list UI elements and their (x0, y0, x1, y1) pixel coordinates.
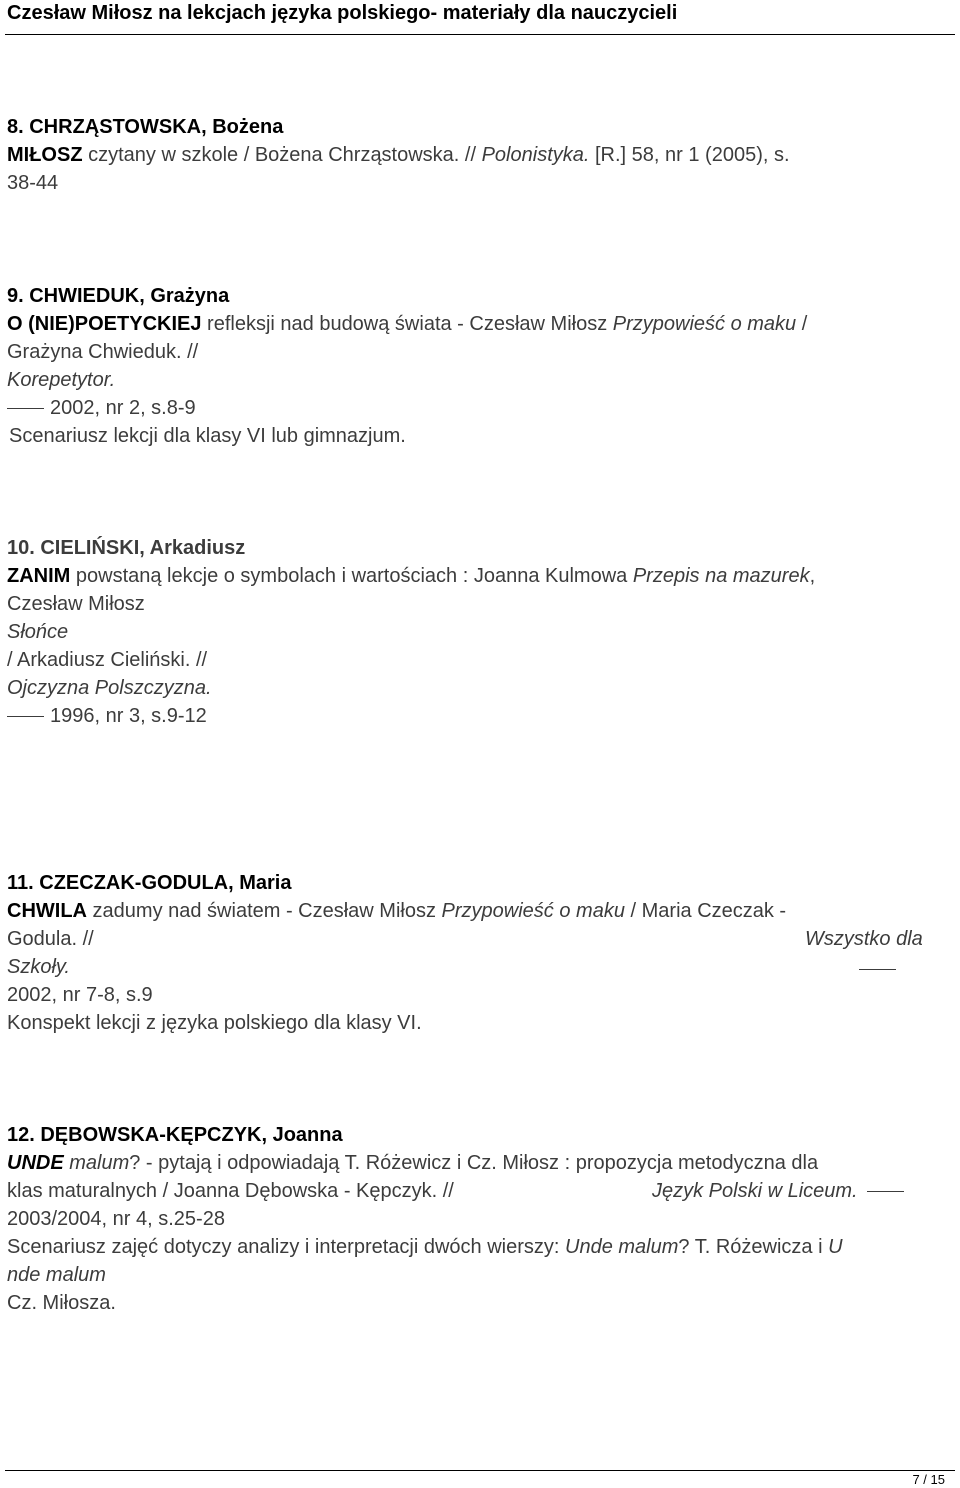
footer-divider (5, 1470, 955, 1471)
entry-title: Słońce (7, 621, 69, 643)
entry-heading: 9. CHWIEDUK, Grażyna (7, 285, 230, 307)
entry-journal: Korepetytor. (7, 369, 116, 391)
entry-author: Czesław Miłosz (7, 593, 145, 615)
entry-pages: 38-44 (7, 172, 59, 194)
entry-citation: UNDE malum? - pytają i odpowiadają T. Różewicz i Cz. Miłosz : propozycja metodyczna dla (7, 1152, 819, 1174)
entry-journal: Wszystko dla (805, 928, 923, 950)
entry-issue: 2002, nr 7-8, s.9 (7, 984, 153, 1006)
header-divider (5, 34, 955, 35)
entry-note-cont: nde malum (7, 1264, 106, 1286)
entry-editor: / Arkadiusz Cieliński. // (7, 649, 208, 671)
entry-journal: Język Polski w Liceum. (652, 1178, 904, 1204)
entry-issue: 2003/2004, nr 4, s.25-28 (7, 1208, 225, 1230)
entry-citation: ZANIM powstaną lekcje o symbolach i wartościach : Joanna Kulmowa Przepis na mazurek, (7, 565, 816, 587)
entry-heading: 8. CHRZĄSTOWSKA, Bożena (7, 116, 284, 138)
dash-separator (859, 969, 896, 970)
page-header: Czesław Miłosz na lekcjach języka polskiego- materiały dla nauczycieli (7, 2, 678, 24)
entry-journal-cont: Szkoły. (7, 956, 70, 978)
entry-author: klas maturalnych / Joanna Dębowska - Kępczyk. // (7, 1180, 454, 1202)
page-number: 7 / 15 (912, 1472, 945, 1487)
entry-citation: MIŁOSZ czytany w szkole / Bożena Chrząstowska. // Polonistyka. [R.] 58, nr 1 (2005), s. (7, 144, 790, 166)
entry-issue: 2002, nr 2, s.8-9 (7, 395, 196, 421)
entry-citation: CHWILA zadumy nad światem - Czesław Miłosz Przypowieść o maku / Maria Czeczak - (7, 900, 787, 922)
entry-note: Scenariusz zajęć dotyczy analizy i interpretacji dwóch wierszy: Unde malum? T. Różewicza i U (7, 1236, 843, 1258)
entry-citation: O (NIE)POETYCKIEJ refleksji nad budową świata - Czesław Miłosz Przypowieść o maku / (7, 313, 808, 335)
entry-author: Godula. // (7, 928, 94, 950)
entry-issue: 1996, nr 3, s.9-12 (7, 703, 207, 729)
entry-note-end: Cz. Miłosza. (7, 1292, 116, 1314)
entry-heading: 11. CZECZAK-GODULA, Maria (7, 872, 292, 894)
entry-note: Konspekt lekcji z języka polskiego dla klasy VI. (7, 1012, 422, 1034)
entry-heading: 12. DĘBOWSKA-KĘPCZYK, Joanna (7, 1124, 343, 1146)
entry-author: Grażyna Chwieduk. // (7, 341, 199, 363)
entry-journal: Ojczyzna Polszczyzna. (7, 677, 212, 699)
entry-heading: 10. CIELIŃSKI, Arkadiusz (7, 537, 246, 559)
entry-note: Scenariusz lekcji dla klasy VI lub gimnazjum. (9, 425, 406, 447)
